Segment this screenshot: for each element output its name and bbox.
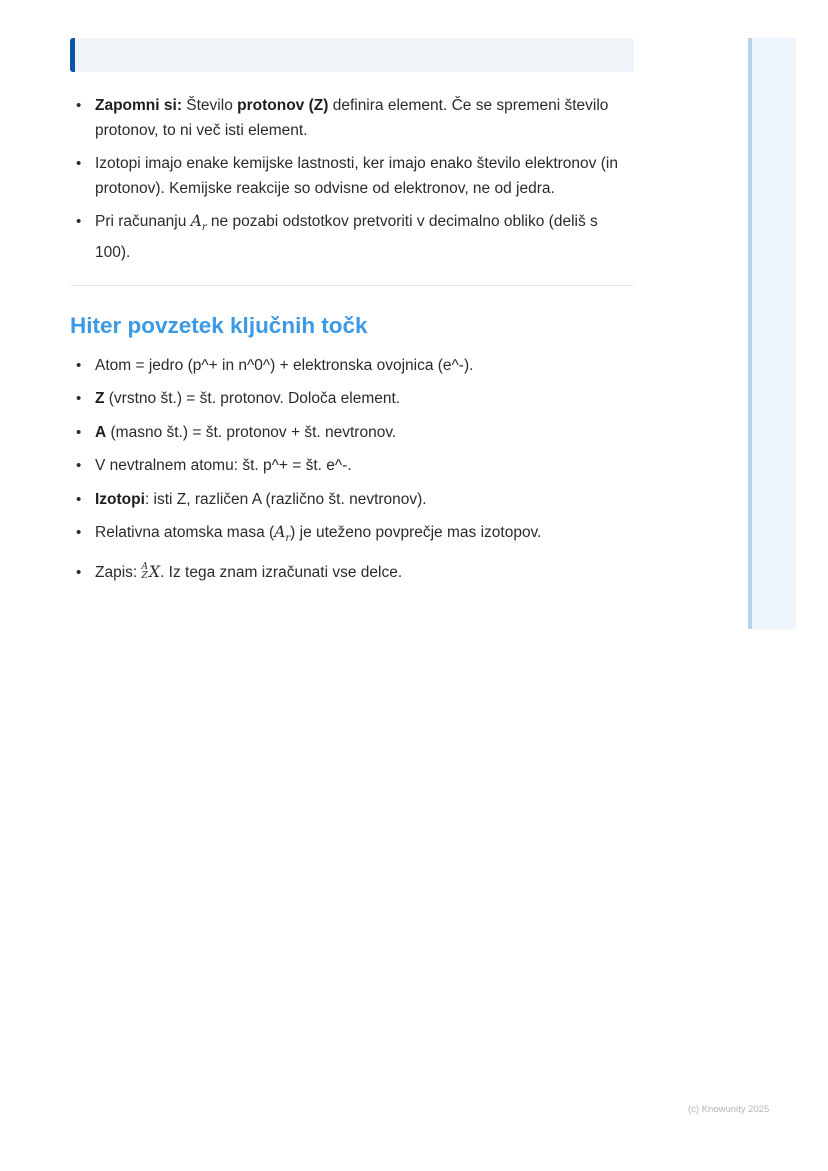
text: : isti Z, različen A (različno št. nevtronov). [144,490,427,508]
text: Izotopi imajo enake kemijske lastnosti, ker imajo enako število elektronov (in protonov). Kemijske reakcije so odvisne od elektronov, ne od jedra. [95,155,618,197]
list-item [70,151,634,201]
math-ar: $A_r$ [190,212,207,234]
text: . Iz tega znam izračunati vse delce. [160,563,403,581]
term-bold: A [95,423,107,441]
list-item [70,420,634,445]
summary-heading: Hiter povzetek ključnih točk [70,313,368,339]
label-bold: Zapomni si: [95,97,182,114]
copyright-footer: (c) Knowunity 2025 [688,1104,770,1115]
text: definira element. Če se spremeni število protonov, to ni več isti element. [95,97,609,139]
math-ar: $A_r$ [274,523,291,545]
divider [70,285,634,286]
side-panel [748,38,796,629]
summary-list [70,353,634,584]
main-content [70,38,634,593]
list-item [70,520,634,551]
text: Atom = jedro (p^+ in n^0^) + elektronska ovojnica (e^-). [95,357,474,375]
text: V nevtralnem atomu: št. p^+ = št. e^-. [95,457,352,475]
isotope-notation: A Z [141,562,149,582]
text: Pri računanju [95,213,191,230]
term-bold: Z [95,390,105,408]
text: (masno št.) = št. protonov + št. nevtronov. [106,423,397,441]
list-item [70,453,634,478]
text: Relativna atomska masa ( [95,524,275,542]
list-item [70,487,634,512]
notes-list [70,93,634,265]
term-bold: Izotopi [95,490,145,508]
element-symbol: X [149,562,161,581]
callout-box [70,38,634,72]
list-item [70,353,634,378]
text: Zapis: [95,563,142,581]
text: ) je uteženo povprečje mas izotopov. [290,524,542,542]
list-item [70,386,634,411]
list-item [70,560,634,585]
list-item [70,93,634,143]
text: (vrstno št.) = št. protonov. Določa element. [104,390,401,408]
term-bold: protonov (Z) [237,97,329,114]
text: ne pozabi odstotkov pretvoriti v decimalno obliko (deliš s 100). [95,213,598,262]
list-item [70,209,634,265]
text: Število [181,97,238,114]
